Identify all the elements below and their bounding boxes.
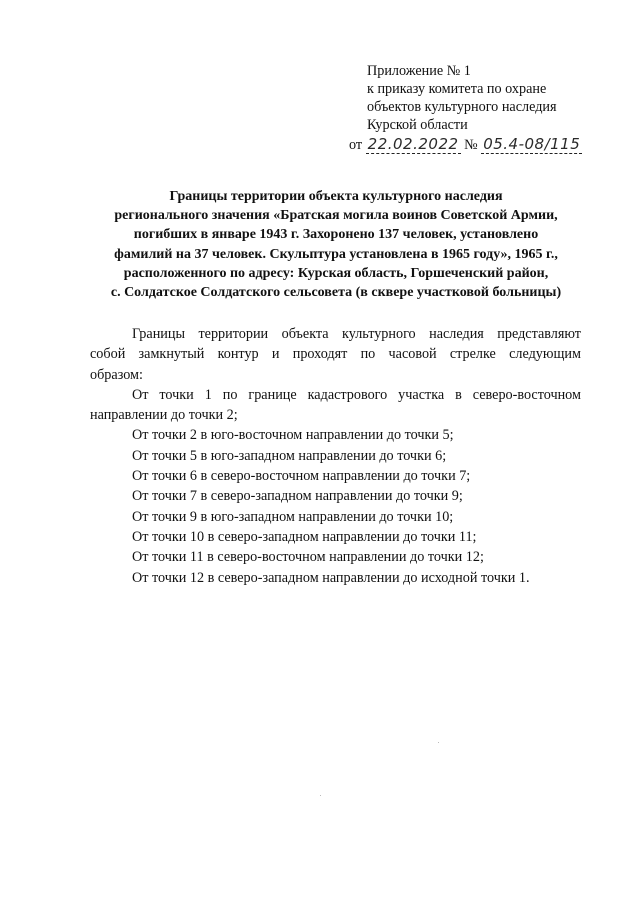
boundary-item: От точки 6 в северо-восточном направлении до точки 7; — [132, 468, 471, 485]
scan-speck — [320, 795, 321, 796]
appendix-header — [367, 62, 557, 134]
boundary-item: От точки 2 в юго-восточном направлении до точки 5; — [132, 427, 454, 444]
boundary-item: От точки 9 в юго-западном направлении до точки 10; — [132, 508, 454, 525]
intro-paragraph — [90, 324, 581, 385]
title-line: с. Солдатское Солдатского сельсовета (в сквере участковой больницы) — [110, 285, 562, 301]
appendix-line: к приказу комитета по охране — [367, 81, 547, 97]
document-body — [90, 324, 581, 588]
title-line: фамилий на 37 человек. Скульптура установлена в 1965 году», 1965 г., — [114, 246, 558, 262]
boundary-item — [90, 385, 581, 426]
document-title — [62, 187, 610, 302]
order-date-handwritten: 22.02.2022 — [367, 135, 459, 153]
boundary-item: От точки 10 в северо-западном направлении до точки 11; — [132, 528, 477, 545]
appendix-line: Приложение № 1 — [367, 63, 471, 79]
intro-line: собой замкнутый контур и проходят по часовой стрелке следующим — [90, 346, 581, 363]
order-reference — [349, 135, 582, 154]
order-number-handwritten: 05.4-08/115 — [483, 135, 581, 153]
title-line: регионального значения «Братская могила воинов Советской Армии, — [114, 208, 558, 224]
intro-line: образом: — [90, 366, 143, 383]
boundary-item: От точки 7 в северо-западном направлении до точки 9; — [132, 488, 463, 505]
order-number-label: № — [464, 137, 478, 153]
boundary-item: От точки 11 в северо-восточном направлении до точки 12; — [132, 549, 484, 566]
appendix-line: Курской области — [367, 117, 468, 133]
boundary-item: От точки 5 в юго-западном направлении до точки 6; — [132, 447, 447, 464]
appendix-line: объектов культурного наследия — [367, 99, 557, 115]
boundary-item-line: От точки 1 по границе кадастрового участка в северо-восточном — [132, 386, 581, 403]
title-line: погибших в январе 1943 г. Захоронено 137 человек, установлено — [133, 227, 539, 243]
intro-line: Границы территории объекта культурного наследия представляют — [132, 326, 581, 342]
title-line: Границы территории объекта культурного наследия — [169, 189, 503, 204]
boundary-item-line: направлении до точки 2; — [90, 407, 238, 424]
title-line: расположенного по адресу: Курская область, Горшеченский район, — [123, 265, 549, 281]
scan-speck — [438, 742, 439, 743]
boundary-item: От точки 12 в северо-западном направлении до исходной точки 1. — [132, 569, 530, 586]
order-prefix: от — [349, 137, 363, 153]
